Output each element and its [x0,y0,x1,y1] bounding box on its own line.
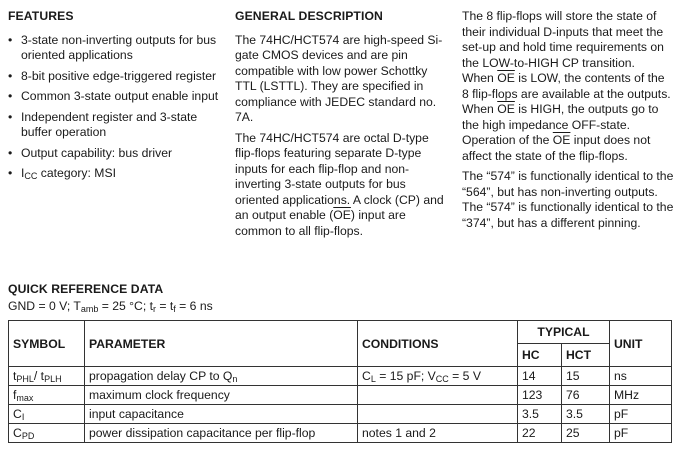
general-description-p1: The 74HC/HCT574 are high-speed Si-gate CMOS devices and are pin compatible with low power Schottky TTL (LSTTL). They are specified in compliance with JEDEC standard no. 7A. [235,32,443,124]
desc-p3 [462,102,674,164]
table-row [9,386,672,405]
cell-conditions [358,386,518,405]
desc-p2 [462,71,674,102]
subscript: n [232,374,238,384]
cell-parameter: input capacitance [85,405,358,424]
quick-reference-section [8,282,213,313]
icc-subscript: CC [24,171,38,181]
text-span: C [362,369,371,383]
subscript: r [153,304,156,314]
features-heading: FEATURES [8,9,74,23]
header-hct: HCT [562,344,610,367]
cell-conditions [358,405,518,424]
cell-hct: 15 [562,367,610,386]
quick-reference-table [8,320,672,443]
subscript: I [21,412,25,422]
header-unit: UNIT [610,321,672,367]
oe-overline: $\overline{OE}$ [497,102,515,116]
subscript: amb [80,304,99,314]
cell-unit: pF [610,424,672,443]
subscript: PD [21,431,35,441]
icc-text: category: MSI [37,166,116,180]
text-span: GND = 0 V; T [8,299,81,313]
text-span: = 15 pF; V [375,369,436,383]
features-list [8,33,220,182]
text-span: When [462,102,498,116]
desc-p5: The “574” is functionally identical to the “374”, but has a different pinning. [462,200,674,230]
text-span: = t [156,299,174,313]
oe-overline: $\overline{OE}$ [497,71,515,85]
cell-symbol [9,424,85,443]
cell-hc: 3.5 [518,405,562,424]
text-span: propagation delay CP to Q [89,369,233,383]
feature-item: • Independent register and 3-state buffer operation [8,110,220,141]
text-span: The 74HC/HCT574 are octal D-type flip-flops featuring separate D-type inputs for each flip-flop and non-inverting 3-state outputs for bus oriented applications. A clock (CP) and an output enable ( [235,130,444,222]
text-span: = 5 V [448,369,481,383]
text-span: C [13,426,22,440]
general-description-section [235,9,449,244]
text-span: f [13,388,17,402]
text-span: = 6 ns [175,299,213,313]
desc-p1: The 8 flip-flops will store the state of their individual D-inputs that meet the set-up and hold time requirements on the LOW-to-HIGH CP transition. [462,9,664,70]
header-hc: HC [518,344,562,367]
desc-p4: The “574” is functionally identical to the “564”, but has non-inverting outputs. [462,169,674,199]
text-span: ) input are common to all flip-flops. [235,208,406,238]
table-row [9,405,672,424]
cell-hct: 25 [562,424,610,443]
quick-reference-conditions [8,299,213,313]
cell-symbol [9,405,85,424]
cell-hc: 14 [518,367,562,386]
cell-conditions: notes 1 and 2 [358,424,518,443]
cell-conditions [358,367,518,386]
subscript: max [16,393,34,403]
text-span: / t [33,369,45,383]
description-continued [462,9,674,236]
table-row [9,367,672,386]
quick-reference-heading: QUICK REFERENCE DATA [8,282,164,296]
cell-symbol [9,386,85,405]
oe-overline: $\overline{OE}$ [333,208,351,222]
header-symbol: SYMBOL [9,321,85,367]
text-span: input does not affect the state of the flip-flops. [462,133,651,163]
header-conditions: CONDITIONS [358,321,518,367]
text-span: C [13,407,22,421]
cell-unit: MHz [610,386,672,405]
feature-item-icc [8,166,220,182]
icc-symbol: I [21,166,25,180]
subscript: f [173,304,176,314]
general-description-heading: GENERAL DESCRIPTION [235,9,383,23]
cell-parameter: maximum clock frequency [85,386,358,405]
text-span: t [13,369,17,383]
feature-item: • Common 3-state output enable input [8,89,220,105]
subscript: PHL [16,374,34,384]
feature-item: • 3-state non-inverting outputs for bus oriented applications [8,33,220,64]
subscript: CC [435,374,449,384]
cell-parameter: power dissipation capacitance per flip-flop [85,424,358,443]
cell-symbol [9,367,85,386]
general-description-p2 [235,131,449,240]
cell-unit: pF [610,405,672,424]
feature-item: • Output capability: bus driver [8,146,220,162]
cell-parameter [85,367,358,386]
cell-unit: ns [610,367,672,386]
cell-hct: 3.5 [562,405,610,424]
cell-hc: 123 [518,386,562,405]
text-span: When [462,71,498,85]
table-row [9,424,672,443]
cell-hc: 22 [518,424,562,443]
feature-item: • 8-bit positive edge-triggered register [8,69,220,85]
features-section [8,9,220,187]
header-typical: TYPICAL [518,321,610,344]
header-parameter: PARAMETER [85,321,358,367]
subscript: PLH [44,374,62,384]
cell-hct: 76 [562,386,610,405]
text-span: is HIGH, the outputs go to the high impedance OFF-state. Operation of the [462,102,659,147]
subscript: L [370,374,376,384]
text-span: is LOW, the contents of the 8 flip-flops are available at the outputs. [462,71,671,101]
oe-overline: $\overline{OE}$ [552,133,571,147]
text-span: = 25 °C; t [98,299,153,313]
